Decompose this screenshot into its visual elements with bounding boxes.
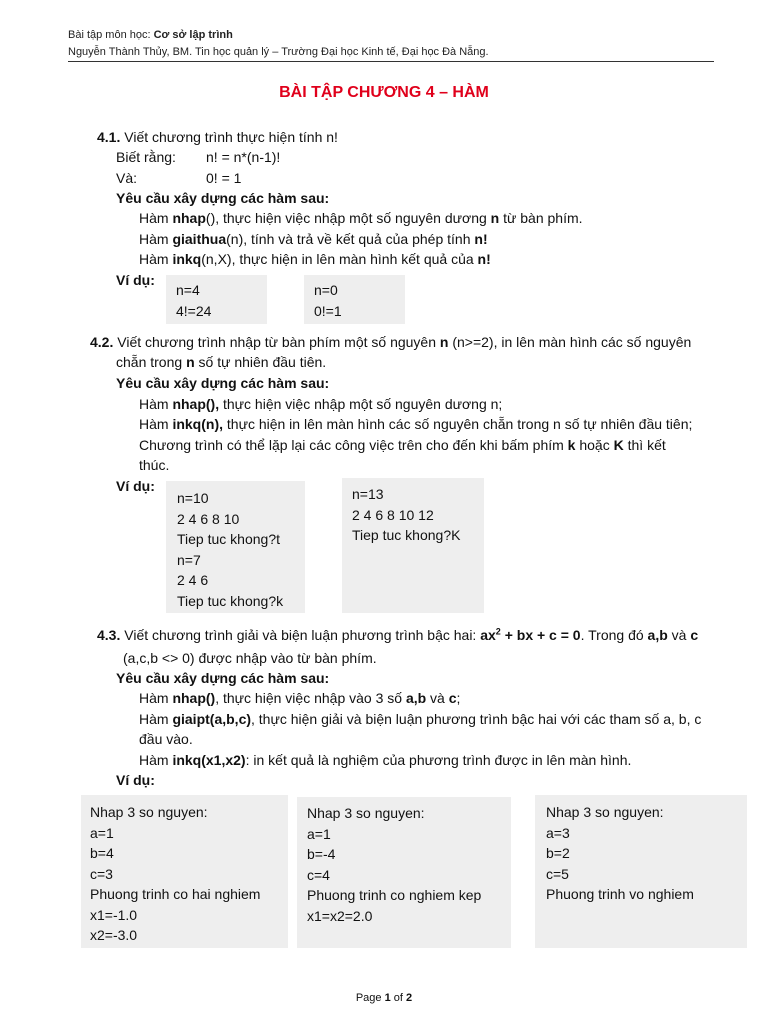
ex41-and-label: Và: (116, 170, 138, 186)
page-title: BÀI TẬP CHƯƠNG 4 – HÀM (279, 84, 489, 101)
ex42-func-inkq: Hàm inkq(n), thực hiện in lên màn hình các số nguyên chẵn trong n số tự nhiên đầu tiên; (139, 416, 693, 432)
ex42-repeat-line1: Chương trình có thể lặp lại các công việc trên cho đến khi bấm phím k hoặc K thì kết (139, 437, 666, 453)
ex41-known-value: n! = n*(n-1)! (206, 149, 281, 165)
ex41-func-nhap: Hàm nhap(), thực hiện việc nhập một số nguyên dương n từ bàn phím. (139, 210, 583, 226)
ex41-func-inkq: Hàm inkq(n,X), thực hiện in lên màn hình kết quả của n! (139, 251, 491, 267)
header-author: Nguyễn Thành Thủy, BM. Tin học quản lý – Trường Đại học Kinh tế, Đại học Đà Nẵng. (68, 46, 489, 58)
ex43-example-box-1: Nhap 3 so nguyen: a=1 b=4 c=3 Phuong trinh co hai nghiem x1=-1.0 x2=-3.0 (81, 795, 288, 948)
ex41-example-box-1: n=4 4!=24 (166, 275, 267, 324)
ex43-func-giaipt: Hàm giaipt(a,b,c), thực hiện giải và biện luận phương trình bậc hai với các tham số a, b, c (139, 711, 702, 727)
ex41-example-label: Ví dụ: (116, 272, 155, 288)
ex41-known-label: Biết rằng: (116, 149, 176, 165)
ex42-statement-line1: 4.2. Viết chương trình nhập từ bàn phím một số nguyên n (n>=2), in lên màn hình các số nguyên (90, 334, 692, 350)
header-divider (68, 61, 714, 62)
header-course: Bài tập môn học: Cơ sở lập trình (68, 29, 233, 41)
ex41-requirement: Yêu cầu xây dựng các hàm sau: (116, 190, 330, 206)
ex43-statement-line2: (a,c,b <> 0) được nhập vào từ bàn phím. (123, 650, 377, 666)
ex42-example-box-2: n=13 2 4 6 8 10 12 Tiep tuc khong?K (342, 478, 484, 613)
ex43-example-label: Ví dụ: (116, 772, 155, 788)
ex42-repeat-line2: thúc. (139, 457, 170, 473)
ex42-func-nhap: Hàm nhap(), thực hiện việc nhập một số nguyên dương n; (139, 396, 503, 412)
ex42-requirement: Yêu cầu xây dựng các hàm sau: (116, 375, 330, 391)
ex42-example-box-1: n=10 2 4 6 8 10 Tiep tuc khong?t n=7 2 4 6 Tiep tuc khong?k (166, 481, 305, 613)
ex41-and-value: 0! = 1 (206, 170, 242, 186)
ex42-statement-line2: chẵn trong n số tự nhiên đầu tiên. (116, 354, 327, 370)
ex43-func-inkq: Hàm inkq(x1,x2): in kết quả là nghiệm của phương trình được in lên màn hình. (139, 752, 632, 768)
ex43-statement-line1: 4.3. Viết chương trình giải và biện luận phương trình bậc hai: $ax^2$ + bx + c = 0. Trong đó a,b và c (97, 626, 699, 643)
ex41-example-box-2: n=0 0!=1 (304, 275, 405, 324)
ex43-func-nhap: Hàm nhap(), thực hiện việc nhập vào 3 số a,b và c; (139, 690, 461, 706)
ex43-requirement: Yêu cầu xây dựng các hàm sau: (116, 670, 330, 686)
ex43-example-box-2: Nhap 3 so nguyen: a=1 b=-4 c=4 Phuong trinh co nghiem kep x1=x2=2.0 (297, 797, 511, 948)
ex43-example-box-3: Nhap 3 so nguyen: a=3 b=2 c=5 Phuong trinh vo nghiem (535, 795, 747, 948)
ex43-func-giaipt-line2: đầu vào. (139, 731, 193, 747)
page-number: Page 1 of 2 (355, 992, 413, 1004)
ex41-statement: 4.1. Viết chương trình thực hiện tính n! (97, 129, 338, 145)
ex41-func-giaithua: Hàm giaithua(n), tính và trả về kết quả của phép tính n! (139, 231, 488, 247)
ex42-example-label: Ví dụ: (116, 478, 155, 494)
